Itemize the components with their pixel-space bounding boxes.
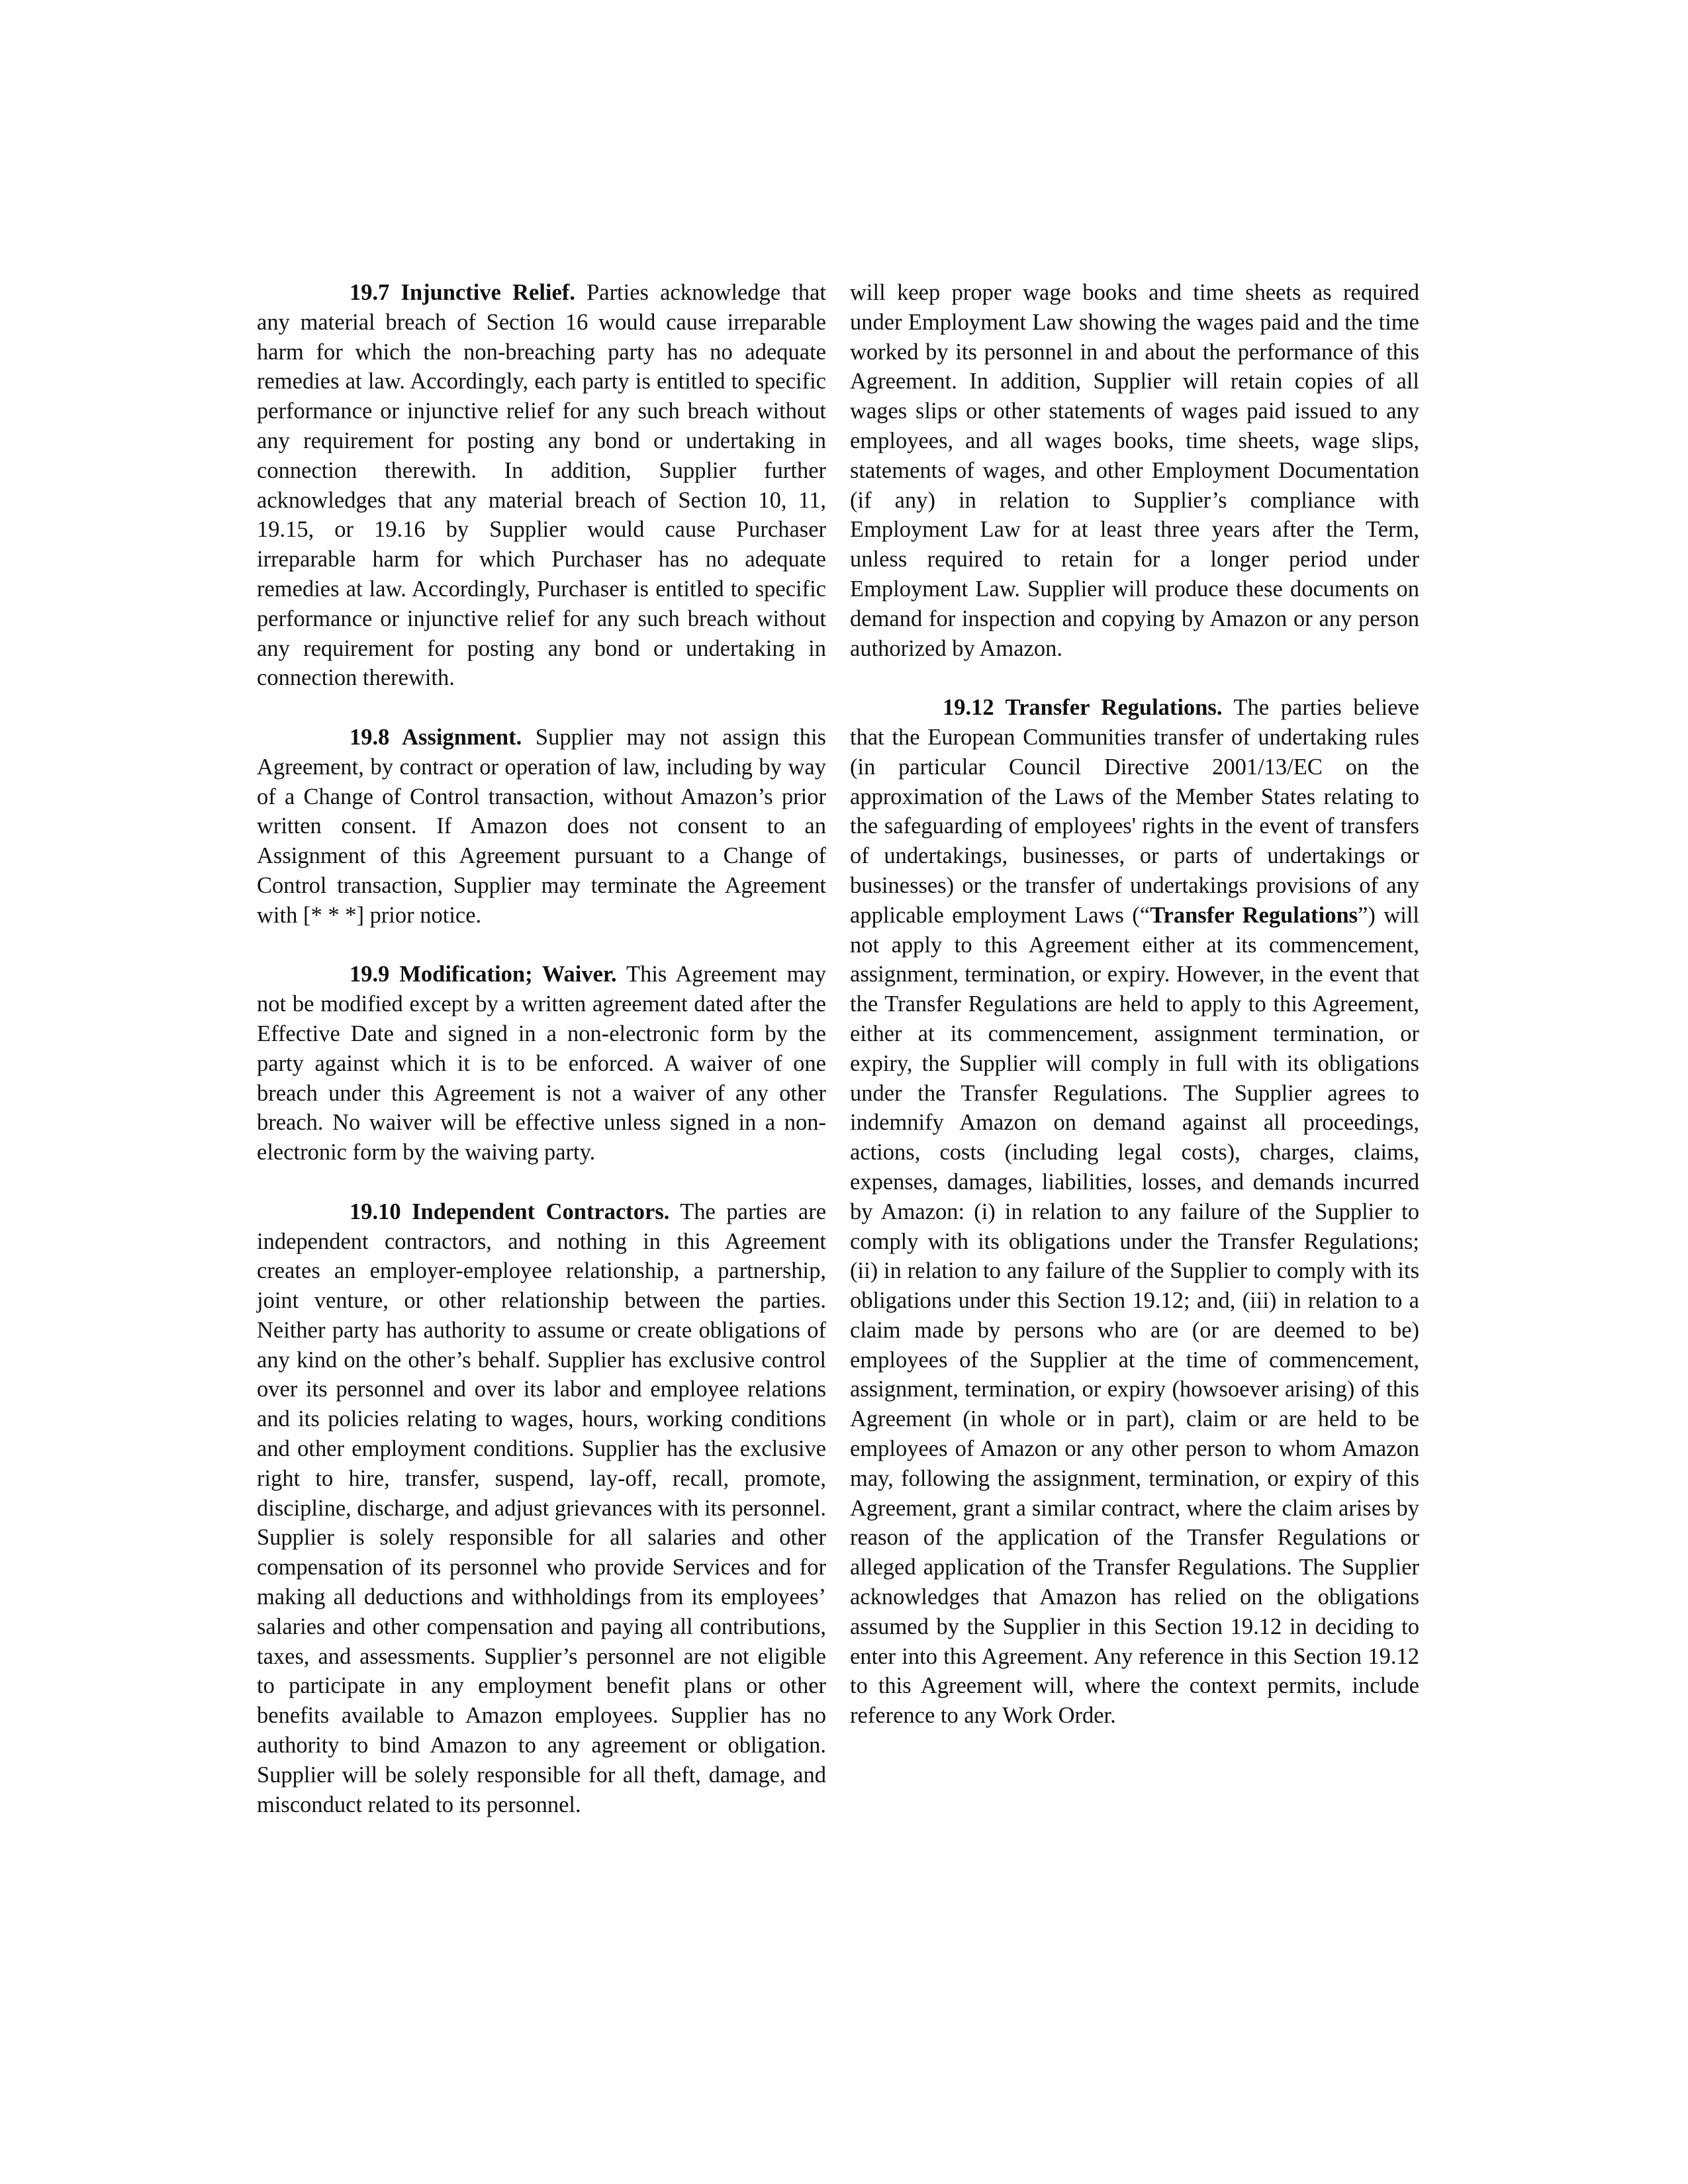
section-body: The parties are independent contractors, and nothing in this Agreement creates an employer-employee relationship, a partnership, joint venture, or other relationship between the parties. Neither party has authority to assume or create obligations of any kind on the other’s behalf. Supplier has exclusive control over its personnel and over its labor and employee relations and its policies relating to wages, hours, working conditions and other employment conditions. Supplier has the exclusive right to hire, transfer, suspend, lay-off, recall, promote, discipline, discharge, and adjust grievances with its personnel. Supplier is solely responsible for all salaries and other compensation of its personnel who provide Services and for making all deductions and withholdings from its employees’ salaries and other compensation and paying all contributions, taxes, and assessments. Supplier’s personnel are not eligible to participate in any employment benefit plans or other benefits available to Amazon employees. Supplier has no authority to bind Amazon to any agreement or obligation. Supplier will be solely responsible for all theft, damage, and misconduct related to its personnel. [257,1199,827,1817]
section-body-part-1: The parties believe that the European Communities transfer of undertaking rules (in particular Council Directive 2001/13/EC on the approximation of the Laws of the Member States relating to the safeguarding of employees' rights in the event of transfers of undertakings, businesses, or parts of undertakings or businesses) or the transfer of undertakings provisions of any applicable employment Laws (“ [850,695,1419,928]
section-heading: 19.10 Independent Contractors. [350,1199,670,1224]
section-body-part-2: ”) will not apply to this Agreement either at its commencement, assignment, termination, or expiry. However, in the event that the Transfer Regulations are held to apply to this Agreement, either at its commencement, assignment termination, or expiry, the Supplier will comply in full with its obligations under the Transfer Regulations. The Supplier agrees to indemnify Amazon on demand against all proceedings, actions, costs (including legal costs), charges, claims, expenses, damages, liabilities, losses, and demands incurred by Amazon: (i) in relation to any failure of the Supplier to comply with its obligations under the Transfer Regulations; (ii) in relation to any failure of the Supplier to comply with its obligations under this Section 19.12; and, (iii) in relation to a claim made by persons who are (or are deemed to be) employees of the Supplier at the time of commencement, assignment, termination, or expiry (howsoever arising) of this Agreement (in whole or in part), claim or are held to be employees of Amazon or any other person to whom Amazon may, following the assignment, termination, or expiry of this Agreement, grant a similar contract, where the claim arises by reason of the application of the Transfer Regulations or alleged application of the Transfer Regulations. The Supplier acknowledges that Amazon has relied on the obligations assumed by the Supplier in this Section 19.12 in deciding to enter into this Agreement. Any reference in this Section 19.12 to this Agreement will, where the context permits, include reference to any Work Order. [850,902,1419,1729]
section-heading: 19.7 Injunctive Relief. [350,280,575,305]
section-19-7-injunctive-relief [257,278,826,693]
section-heading: 19.8 Assignment. [350,724,522,750]
right-column [850,278,1419,1760]
section-19-8-assignment [257,723,826,931]
left-column [257,278,826,1849]
section-body: will keep proper wage books and time sheets as required under Employment Law showing the wages paid and the time worked by its personnel in and about the performance of this Agreement. In addition, Supplier will retain copies of all wages slips or other statements of wages paid issued to any employees, and all wages books, time sheets, wage slips, statements of wages, and other Employment Documentation (if any) in relation to Supplier’s compliance with Employment Law for at least three years after the Term, unless required to retain for a longer period under Employment Law. Supplier will produce these documents on demand for inspection and copying by Amazon or any person authorized by Amazon. [850,280,1419,661]
section-body: This Agreement may not be modified except by a written agreement dated after the Effective Date and signed in a non-electronic form by the party against which it is to be enforced. A waiver of one breach under this Agreement is not a waiver of any other breach. No waiver will be effective unless signed in a non-electronic form by the waiving party. [257,962,826,1165]
section-body: Parties acknowledge that any material breach of Section 16 would cause irreparable harm for which the non-breaching party has no adequate remedies at law. Accordingly, each party is entitled to specific performance or injunctive relief for any such breach without any requirement for posting any bond or undertaking in connection therewith. In addition, Supplier further acknowledges that any material breach of Section 10, 11, 19.15, or 19.16 by Supplier would cause Purchaser irreparable harm for which Purchaser has no adequate remedies at law. Accordingly, Purchaser is entitled to specific performance or injunctive relief for any such breach without any requirement for posting any bond or undertaking in connection therewith. [257,280,826,691]
section-19-11-continuation [850,278,1419,663]
section-heading: 19.12 Transfer Regulations. [943,695,1223,721]
section-heading: 19.9 Modification; Waiver. [350,962,617,987]
section-19-10-independent-contractors [257,1197,826,1820]
section-19-9-modification-waiver [257,960,826,1167]
defined-term: Transfer Regulations [1150,902,1358,928]
section-body: Supplier may not assign this Agreement, by contract or operation of law, including by way of a Change of Control transaction, without Amazon’s prior written consent. If Amazon does not consent to an Assignment of this Agreement pursuant to a Change of Control transaction, Supplier may terminate the Agreement with [* * *] prior notice. [257,724,826,928]
section-19-12-transfer-regulations [850,693,1419,1731]
